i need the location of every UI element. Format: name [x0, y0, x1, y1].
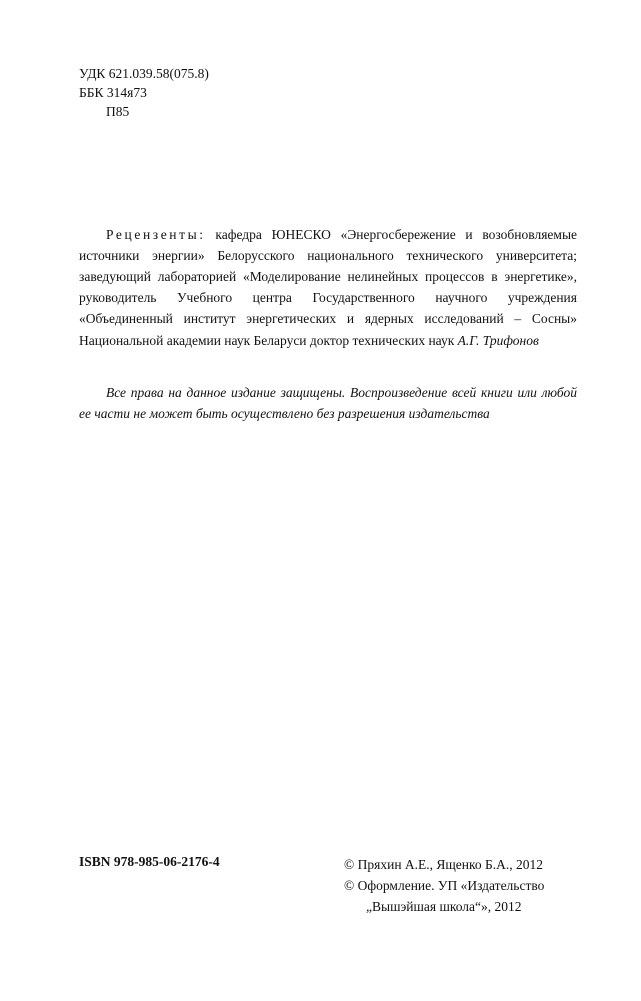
copyright-design: © Оформление. УП «Издательство	[344, 878, 545, 893]
reviewers-paragraph	[79, 224, 577, 351]
reviewer-name: А.Г. Трифонов	[457, 332, 539, 348]
isbn-number: ISBN 978-985-06-2176-4	[79, 854, 220, 869]
author-code: П85	[106, 104, 130, 119]
copyright-authors: © Пряхин А.Е., Ященко Б.А., 2012	[344, 857, 544, 872]
reviewers-text: кафедра ЮНЕСКО «Энергосбережение и возобновляемые источники энергии» Белорусского национального технического университета; заведующий лабораторией «Моделирование нелинейных процессов в энергетике», руководитель Учебного центра Государственного научного учреждения «Объединенный институт энергетических и ядерных исследований – Сосны» Национальной академии наук Беларуси доктор технических наук	[79, 226, 577, 348]
copyright-publisher: „Вышэйшая школа“», 2012	[366, 899, 522, 914]
classification-block	[79, 64, 209, 121]
bbk-code: ББК 314я73	[79, 85, 147, 100]
udk-code: УДК 621.039.58(075.8)	[79, 66, 209, 81]
copyright-block	[344, 854, 544, 917]
reviewers-label: Рецензенты:	[106, 226, 206, 242]
rights-notice: Все права на данное издание защищены. Воспроизведение всей книги или любой ее части не может быть осуществлено без разрешения издательства	[79, 384, 577, 421]
